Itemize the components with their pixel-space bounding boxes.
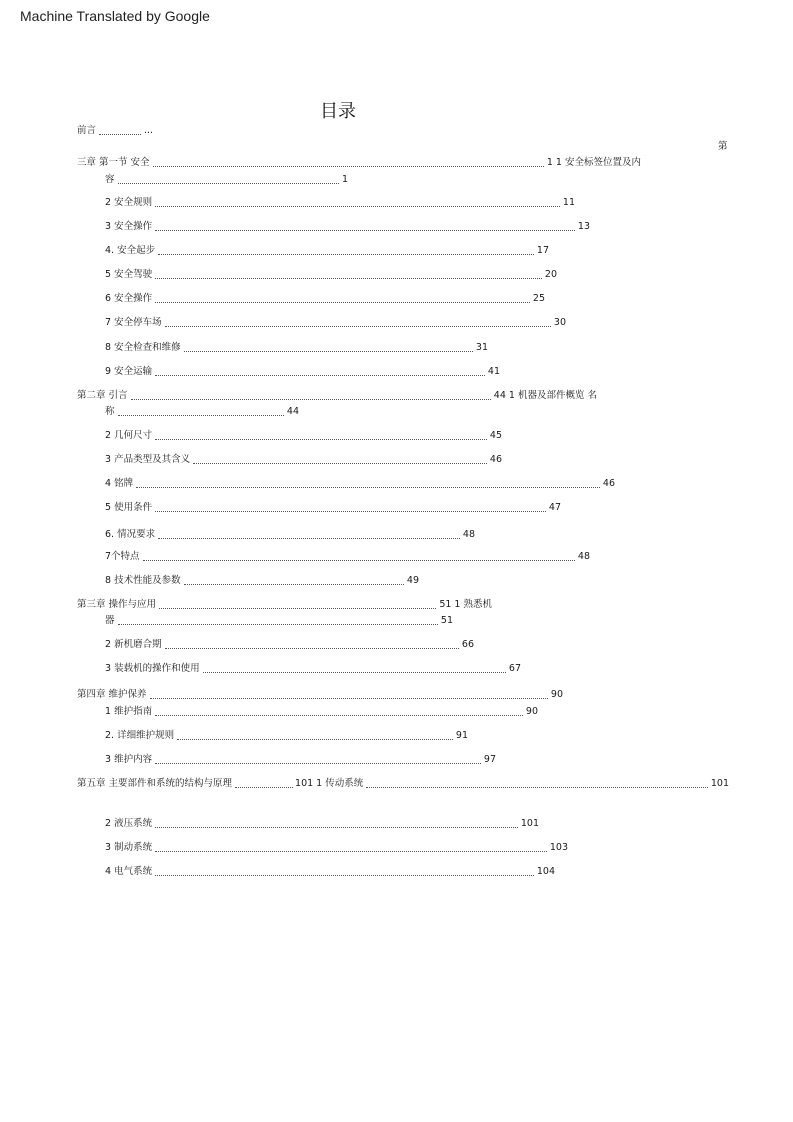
toc-entry-ch1[interactable] bbox=[77, 157, 641, 169]
toc-entry-ch3-cont[interactable] bbox=[105, 615, 453, 627]
toc-entry-ch4[interactable] bbox=[77, 689, 563, 701]
dot-leader bbox=[155, 875, 534, 876]
toc-entry[interactable] bbox=[105, 293, 545, 305]
toc-label: 7 安全停车场 bbox=[105, 317, 162, 328]
toc-page: ... bbox=[143, 125, 153, 136]
toc-entry-ch2[interactable] bbox=[77, 390, 597, 402]
toc-label: 容 bbox=[105, 174, 115, 185]
toc-page: 49 bbox=[406, 575, 419, 586]
toc-label: 2 几何尺寸 bbox=[105, 430, 153, 441]
machine-translation-banner: Machine Translated by Google bbox=[20, 8, 210, 24]
toc-entry-ch1-cont[interactable] bbox=[105, 174, 348, 186]
toc-entry[interactable] bbox=[105, 639, 474, 651]
toc-page: 90 bbox=[525, 706, 538, 717]
toc-label: 8 技术性能及参数 bbox=[105, 575, 181, 586]
dot-leader bbox=[159, 608, 436, 609]
toc-entry[interactable] bbox=[105, 529, 475, 541]
toc-label: 2 安全规则 bbox=[105, 197, 153, 208]
corner-char: 第 bbox=[718, 141, 728, 152]
dot-leader bbox=[136, 487, 600, 488]
dot-leader bbox=[155, 206, 560, 207]
toc-entry[interactable] bbox=[105, 575, 419, 587]
dot-leader bbox=[99, 134, 141, 135]
toc-label: 4 铭牌 bbox=[105, 478, 134, 489]
dot-leader bbox=[155, 230, 575, 231]
dot-leader bbox=[143, 560, 575, 561]
dot-leader bbox=[203, 672, 506, 673]
toc-entry[interactable] bbox=[105, 317, 566, 329]
dot-leader bbox=[165, 326, 551, 327]
dot-leader bbox=[184, 584, 404, 585]
dot-leader bbox=[155, 851, 547, 852]
toc-entry[interactable] bbox=[105, 221, 590, 233]
toc-label: 5 安全驾驶 bbox=[105, 269, 153, 280]
toc-label: 6. 情况要求 bbox=[105, 529, 156, 540]
toc-entry[interactable] bbox=[105, 663, 521, 675]
dot-leader bbox=[153, 166, 544, 167]
dot-leader bbox=[118, 183, 339, 184]
dot-leader bbox=[155, 715, 523, 716]
toc-entry[interactable] bbox=[105, 269, 557, 281]
dot-leader bbox=[155, 511, 546, 512]
toc-label: 1 维护指南 bbox=[105, 706, 153, 717]
toc-entry[interactable] bbox=[105, 551, 590, 563]
toc-label: 3 安全操作 bbox=[105, 221, 153, 232]
dot-leader bbox=[158, 538, 460, 539]
toc-page: 1 bbox=[341, 174, 348, 185]
toc-entry[interactable] bbox=[105, 502, 561, 514]
toc-page: 20 bbox=[544, 269, 557, 280]
toc-label: 7个特点 bbox=[105, 551, 140, 562]
toc-label: 9 安全运输 bbox=[105, 366, 153, 377]
dot-leader bbox=[118, 415, 284, 416]
toc-label: 3 装载机的操作和使用 bbox=[105, 663, 200, 674]
toc-page: 47 bbox=[548, 502, 561, 513]
dot-leader bbox=[155, 827, 518, 828]
toc-entry[interactable] bbox=[105, 754, 496, 766]
toc-page: 46 bbox=[602, 478, 615, 489]
toc-label: 器 bbox=[105, 615, 115, 626]
toc-label: 8 安全检查和维修 bbox=[105, 342, 181, 353]
toc-entry[interactable] bbox=[105, 366, 500, 378]
toc-page: 30 bbox=[553, 317, 566, 328]
toc-entry[interactable] bbox=[105, 342, 488, 354]
toc-page: 13 bbox=[577, 221, 590, 232]
toc-label: 3 产品类型及其含义 bbox=[105, 454, 191, 465]
toc-page: 101 bbox=[520, 818, 539, 829]
dot-leader bbox=[118, 624, 438, 625]
dot-leader bbox=[155, 278, 542, 279]
toc-entry[interactable] bbox=[105, 454, 502, 466]
dot-leader bbox=[184, 351, 473, 352]
toc-page: 48 bbox=[462, 529, 475, 540]
toc-page: 104 bbox=[536, 866, 555, 877]
toc-label: 称 bbox=[105, 406, 115, 417]
toc-entry[interactable] bbox=[105, 818, 539, 830]
dot-leader bbox=[131, 399, 491, 400]
toc-entry[interactable] bbox=[105, 866, 555, 878]
toc-label: 2 新机磨合期 bbox=[105, 639, 162, 650]
dot-leader bbox=[193, 463, 487, 464]
toc-page: 44 1 机器及部件概览 名 bbox=[493, 390, 597, 401]
dot-leader bbox=[155, 302, 530, 303]
toc-page: 1 1 安全标签位置及内 bbox=[546, 157, 641, 168]
toc-page: 31 bbox=[475, 342, 488, 353]
toc-page: 51 bbox=[440, 615, 453, 626]
toc-label: 三章 第一节 安全 bbox=[77, 157, 150, 168]
toc-page: 44 bbox=[286, 406, 299, 417]
toc-entry-preface[interactable] bbox=[77, 125, 153, 137]
toc-page: 17 bbox=[536, 245, 549, 256]
toc-mid: 101 1 传动系统 bbox=[295, 778, 364, 789]
toc-entry-ch5[interactable] bbox=[77, 778, 729, 790]
toc-entry[interactable] bbox=[105, 842, 568, 854]
toc-page: 90 bbox=[550, 689, 563, 700]
toc-page: 67 bbox=[508, 663, 521, 674]
toc-label: 第四章 维护保养 bbox=[77, 689, 147, 700]
toc-entry[interactable] bbox=[105, 197, 575, 209]
toc-page: 97 bbox=[483, 754, 496, 765]
toc-label: 第五章 主要部件和系统的结构与原理 bbox=[77, 778, 233, 789]
toc-label: 2. 详细维护规则 bbox=[105, 730, 175, 741]
toc-label: 2 液压系统 bbox=[105, 818, 153, 829]
toc-page: 46 bbox=[489, 454, 502, 465]
toc-entry-ch2-cont[interactable] bbox=[105, 406, 299, 418]
toc-page: 91 bbox=[455, 730, 468, 741]
toc-page: 101 bbox=[710, 778, 729, 789]
toc-page: 51 1 熟悉机 bbox=[439, 599, 492, 610]
toc-label: 4. 安全起步 bbox=[105, 245, 156, 256]
dot-leader bbox=[177, 739, 453, 740]
toc-label: 4 电气系统 bbox=[105, 866, 153, 877]
toc-label: 第三章 操作与应用 bbox=[77, 599, 157, 610]
dot-leader bbox=[366, 787, 708, 788]
dot-leader bbox=[165, 648, 459, 649]
toc-entry[interactable] bbox=[105, 478, 615, 490]
toc-label: 3 维护内容 bbox=[105, 754, 153, 765]
toc-page: 25 bbox=[532, 293, 545, 304]
toc-page: 66 bbox=[461, 639, 474, 650]
toc-entry[interactable] bbox=[105, 706, 538, 718]
toc-label: 5 使用条件 bbox=[105, 502, 153, 513]
toc-entry-ch3[interactable] bbox=[77, 599, 492, 611]
toc-entry[interactable] bbox=[105, 245, 549, 257]
toc-title: 目录 bbox=[320, 101, 356, 122]
toc-page: 11 bbox=[562, 197, 575, 208]
dot-leader bbox=[155, 439, 487, 440]
toc-page: 41 bbox=[487, 366, 500, 377]
toc-label: 第二章 引言 bbox=[77, 390, 128, 401]
dot-leader bbox=[158, 254, 534, 255]
toc-label: 前言 bbox=[77, 125, 97, 136]
toc-entry[interactable] bbox=[105, 730, 468, 742]
toc-label: 3 制动系统 bbox=[105, 842, 153, 853]
dot-leader bbox=[155, 763, 481, 764]
toc-entry[interactable] bbox=[105, 430, 502, 442]
toc-page: 103 bbox=[549, 842, 568, 853]
dot-leader bbox=[150, 698, 548, 699]
dot-leader bbox=[235, 787, 293, 788]
toc-page: 48 bbox=[577, 551, 590, 562]
toc-label: 6 安全操作 bbox=[105, 293, 153, 304]
toc-page: 45 bbox=[489, 430, 502, 441]
dot-leader bbox=[155, 375, 485, 376]
